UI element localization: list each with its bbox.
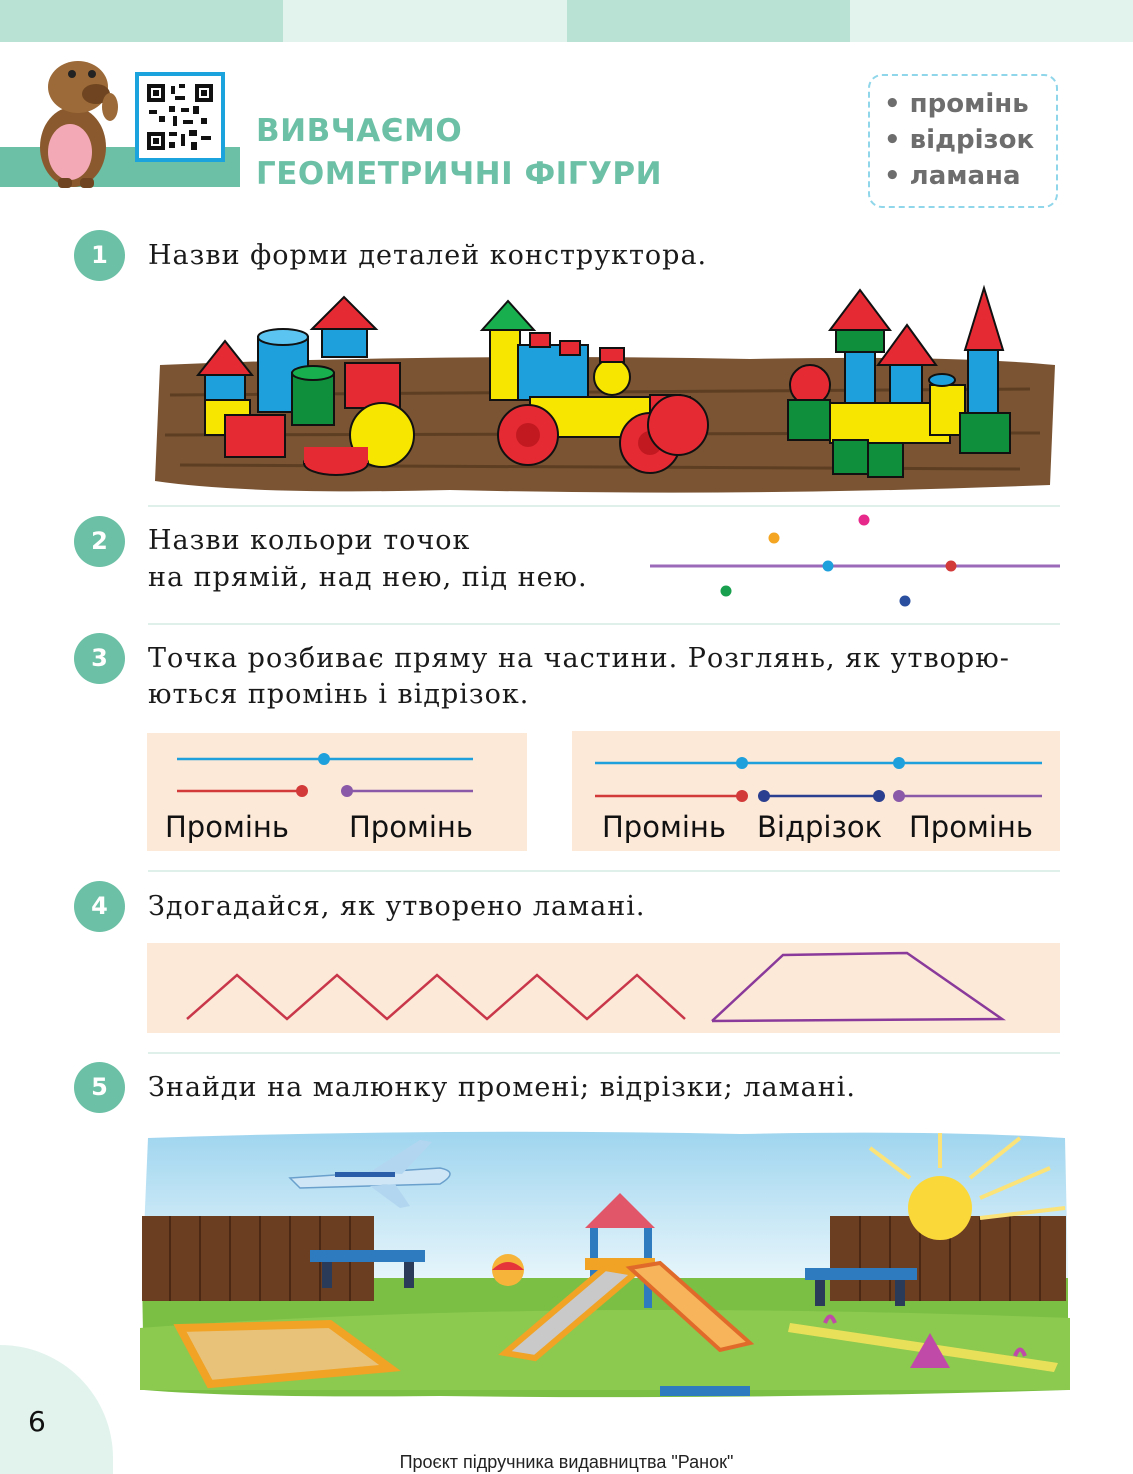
task-2-number: 2 [74, 516, 125, 567]
zigzag-polyline [187, 975, 685, 1019]
rays-panel-1 [147, 733, 527, 851]
qr-code-pattern [147, 84, 213, 150]
point-orange-above [769, 533, 780, 544]
ray-label-right: Промінь [349, 810, 473, 844]
polylines-panel [147, 943, 1060, 1033]
point-pink-above [859, 515, 870, 526]
qr-code[interactable] [135, 72, 225, 162]
rays-panel-2 [572, 731, 1060, 851]
divider-2 [148, 623, 1060, 625]
page-title-line-2: ГЕОМЕТРИЧНІ ФІГУРИ [256, 156, 663, 192]
playground-illustration [140, 1128, 1070, 1400]
task-1-text: Назви форми деталей конструктора. [148, 240, 708, 271]
point-navy-below [900, 596, 911, 607]
ray-label-right: Промінь [909, 810, 1033, 844]
divider-4 [148, 1052, 1060, 1054]
task-5-number: 5 [74, 1062, 125, 1113]
rays-panel-1-lines [147, 733, 527, 813]
task-3-text-line-2: ються промінь і відрізок. [148, 679, 530, 710]
divider-1 [148, 505, 1060, 507]
keyword-polyline: • ламана [884, 161, 1021, 191]
trapezoid-polyline [712, 953, 1002, 1021]
point-green-below [721, 586, 732, 597]
capybara-mascot-illustration [28, 52, 128, 190]
ray-label-left: Промінь [165, 810, 289, 844]
task-5-text: Знайди на малюнку промені; відрізки; ламані. [148, 1072, 856, 1103]
construction-blocks-illustration [150, 285, 1058, 493]
divider-3 [148, 870, 1060, 872]
keyword-segment: • відрізок [884, 125, 1035, 155]
top-band-segment-2 [283, 0, 567, 42]
keyword-ray: • промінь [884, 89, 1029, 119]
point-red-on-line [946, 561, 957, 572]
page-title-line-1: ВИВЧАЄМО [256, 113, 463, 149]
page-number: 6 [28, 1405, 46, 1438]
task-3-number: 3 [74, 633, 125, 684]
ray-label-left: Промінь [602, 810, 726, 844]
task-4-number: 4 [74, 881, 125, 932]
footer-publisher-note: Проєкт підручника видавництва "Ранок" [399, 1452, 734, 1472]
task-4-text: Здогадайся, як утворено ламані. [148, 891, 646, 922]
line-with-points-diagram [650, 508, 1062, 612]
page-title [256, 110, 662, 196]
task-2-text-line-1: Назви кольори точок [148, 525, 471, 556]
task-2-text-line-2: на прямій, над нею, під нею. [148, 562, 588, 593]
segment-label: Відрізок [757, 810, 883, 844]
polylines-diagram [147, 943, 1060, 1033]
keywords-box [868, 74, 1058, 208]
rays-panel-2-lines [572, 731, 1060, 811]
top-band-segment-1 [0, 0, 283, 42]
top-band-segment-3 [567, 0, 850, 42]
task-1-number: 1 [74, 230, 125, 281]
task-3-text-line-1: Точка розбиває пряму на частини. Розглянь, як утворю- [148, 643, 1010, 674]
point-blue-on-line [823, 561, 834, 572]
top-band-segment-4 [850, 0, 1133, 42]
